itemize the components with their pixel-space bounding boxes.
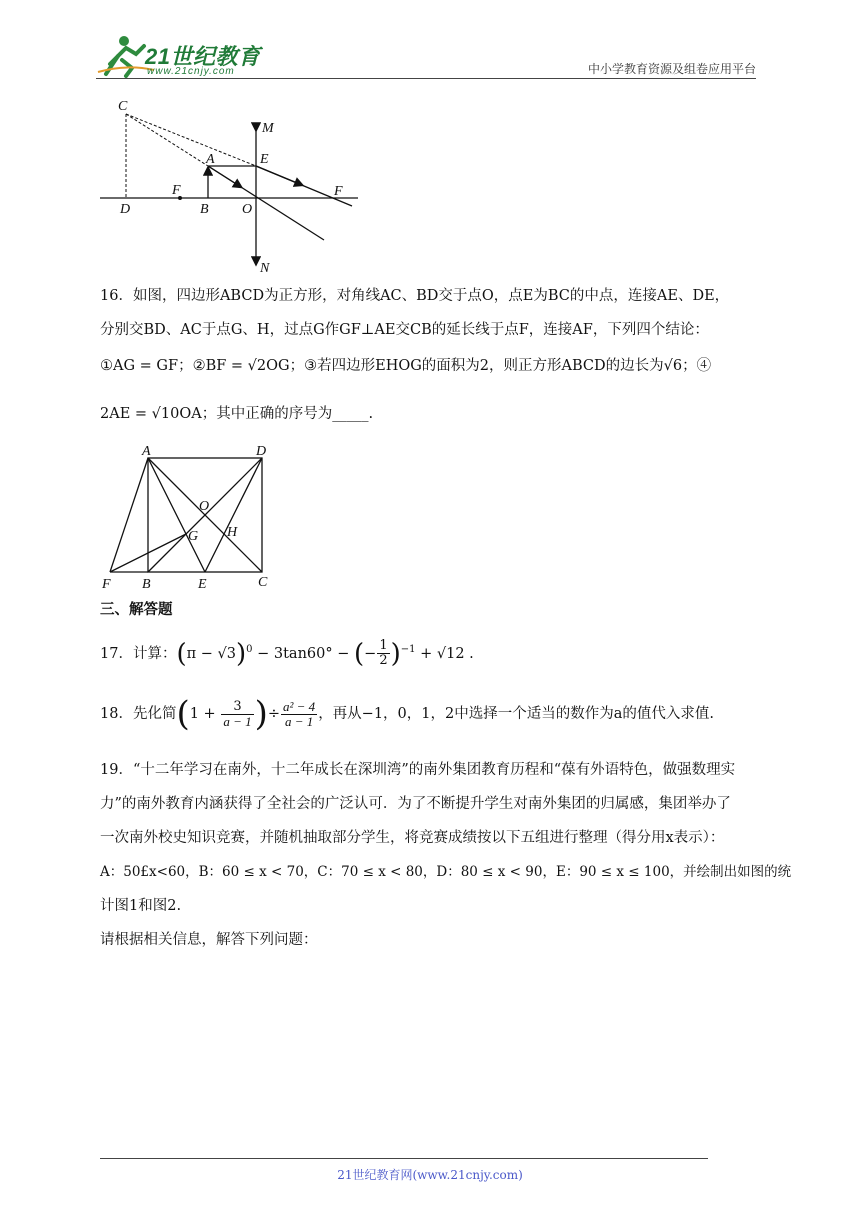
q16-conclusion-2-a: ②BF = bbox=[192, 358, 248, 374]
q18-frac1-den: a − 1 bbox=[223, 713, 252, 729]
label-B: B bbox=[142, 577, 151, 590]
q16-end: . bbox=[368, 406, 374, 422]
q17-frac-den: 2 bbox=[379, 653, 388, 669]
footer-divider bbox=[100, 1158, 708, 1159]
q19-line1: 19．“十二年学习在南外，十二年成长在深圳湾”的南外集团教育历程和“葆有外语特色，做强数理实 bbox=[100, 762, 736, 778]
label-H: H bbox=[227, 525, 238, 540]
q18-prefix: 18．先化简 bbox=[100, 706, 177, 722]
q18-frac2-den: a − 1 bbox=[284, 713, 314, 729]
q19-line2: 力”的南外教育内涵获得了全社会的广泛认可．为了不断提升学生对南外集团的归属感，集团举办了 bbox=[100, 796, 731, 812]
logo-text: 21世纪教育 bbox=[145, 44, 261, 69]
q18-div: ÷ bbox=[267, 706, 281, 722]
q16-conclusion-2-b: √2OG bbox=[247, 358, 290, 374]
label-A: A bbox=[206, 152, 215, 167]
q16-line4 bbox=[100, 404, 373, 424]
label-E: E bbox=[198, 577, 207, 590]
ray-2-arrow bbox=[208, 166, 241, 187]
footer-link[interactable]: 21世纪教育网(www.21cnjy.com) bbox=[337, 1168, 523, 1182]
ray-dashed-2 bbox=[126, 114, 208, 166]
label-F-right: F bbox=[334, 184, 343, 199]
q16-line1: 16．如图，四边形ABCD为正方形，对角线AC、BD交于点O，点E为BC的中点，连接AE、DE， bbox=[100, 288, 730, 304]
q19-line5: 计图1和图2. bbox=[100, 898, 182, 914]
q16-line2: 分别交BD、AC于点G、H，过点G作GF⊥AE交CB的延长线于点F，连接AF，下列四个结论： bbox=[100, 322, 709, 338]
q19-line6: 请根据相关信息，解答下列问题： bbox=[100, 932, 318, 948]
label-E: E bbox=[260, 152, 269, 167]
q17-paren-content: π − √3 bbox=[186, 645, 236, 662]
header-platform-name: 中小学教育资源及组卷应用平台 bbox=[587, 62, 756, 76]
header-divider bbox=[96, 78, 756, 79]
label-F: F bbox=[102, 577, 111, 590]
q17-exp-0: 0 bbox=[246, 644, 253, 655]
segment-AF bbox=[110, 458, 148, 572]
label-G: G bbox=[188, 529, 199, 544]
q17-prefix: 17．计算： bbox=[100, 645, 177, 662]
square-figure bbox=[96, 442, 286, 590]
q16-conclusion-4-b: √10OA bbox=[151, 406, 202, 422]
segment-DE bbox=[205, 458, 262, 572]
q16-answer-blank[interactable]: _____ bbox=[332, 406, 369, 422]
label-B: B bbox=[200, 202, 209, 217]
logo-url: www.21cnjy.com bbox=[147, 66, 235, 77]
q17-tail: + √12 . bbox=[415, 645, 474, 662]
lens-figure bbox=[96, 96, 366, 276]
q16-conclusion-1: ①AG = GF； bbox=[100, 358, 193, 374]
label-F-left: F bbox=[172, 183, 181, 198]
q17: 17．计算：$(\pi - √3)^0 - 3\tan 60^\circ$ − (− $\frac{1}{2}$ )$^{-1}$ + √12 . bbox=[100, 638, 474, 669]
label-O: O bbox=[242, 202, 253, 217]
label-A: A bbox=[142, 444, 151, 459]
q17-frac-num: 1 bbox=[379, 638, 388, 654]
label-D: D bbox=[256, 444, 267, 459]
q18-one: 1 + bbox=[189, 706, 221, 722]
q18: 18．先化简(1 + $\frac{3}{a - 1}$ )÷ $\frac{\text{a² − 4}}{a - 1}$ ，再从−1，0，1，2中选择一个适当的数作为a的值代入求值. bbox=[100, 694, 714, 734]
q16-conclusion-4-a: 2AE = bbox=[100, 406, 152, 422]
q19-line3: 一次南外校史知识竞赛，并随机抽取部分学生，将竞赛成绩按以下五组进行整理（得分用x表示）： bbox=[100, 830, 725, 846]
q16-line3 bbox=[100, 356, 711, 376]
segment-AE bbox=[148, 458, 205, 572]
ray-1-arrow bbox=[256, 166, 302, 185]
label-C: C bbox=[118, 99, 128, 114]
q17-middle: − 3tan60° − bbox=[252, 645, 354, 662]
q16-conclusion-3-a: ③若四边形EHOG的面积为2，则正方形ABCD的边长为 bbox=[304, 358, 664, 374]
label-C: C bbox=[258, 575, 268, 590]
q19-line4: A：50£x<60，B：60 ≤ x < 70，C：70 ≤ x < 80，D：80 ≤ x < 90，E：90 ≤ x ≤ 100，并绘制出如图的统 bbox=[100, 864, 792, 880]
ray-dashed-1 bbox=[126, 114, 256, 166]
label-N: N bbox=[260, 261, 270, 276]
q18-frac2-num: a² − 4 bbox=[283, 698, 316, 714]
q16-conclusion-2-c: ； bbox=[289, 358, 305, 374]
label-M: M bbox=[262, 121, 274, 136]
label-O: O bbox=[199, 499, 210, 514]
label-D: D bbox=[120, 202, 131, 217]
q18-tail: ，再从−1，0，1，2中选择一个适当的数作为a的值代入求值. bbox=[318, 706, 714, 722]
q16-conclusion-4-c: ；其中正确的序号为 bbox=[201, 406, 333, 422]
q16-conclusion-3-c: ；④ bbox=[682, 358, 712, 374]
q17-exp-neg1: −1 bbox=[400, 644, 416, 655]
q16-conclusion-3-b: √6 bbox=[663, 358, 683, 374]
q18-frac1-num: 3 bbox=[221, 700, 253, 715]
section-heading: 三、解答题 bbox=[100, 602, 173, 618]
